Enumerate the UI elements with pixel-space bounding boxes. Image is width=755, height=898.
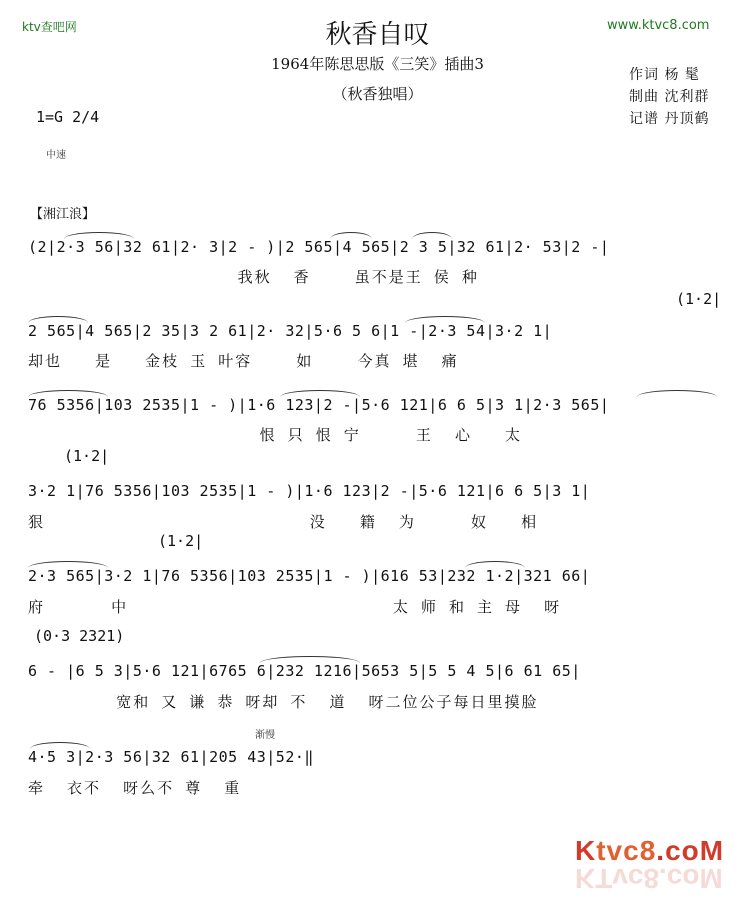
slur-arc [28,390,108,397]
credit-transcriber: 记谱 丹顶鹤 [629,111,710,127]
slur-arc [412,232,452,239]
tempo-change-mark: 渐慢 [255,730,275,741]
slur-arc [30,742,90,749]
notation-line-4: 3·2 1|76 5356|103 2535|1 - )|1·6 123|2 -|5·6 121|6 6 5|3 1| [28,482,591,500]
pedal-note-2: (1·2| [676,290,722,308]
lyric-line-5: 府 中 太 师 和 主 母 呀 [28,598,562,616]
notation-line-1: (2|2·3 56|32 61|2· 3|2 - )|2 565|4 565|2 3 5|32 61|2· 53|2 -| [28,238,610,256]
pedal-note-5: (1·2| [158,532,204,550]
song-subtitle: 1964年陈思思版《三笑》插曲3 [271,55,484,73]
song-title: 秋香自叹 [325,20,430,50]
slur-arc [64,232,134,239]
notation-line-3: 76 5356|103 2535|1 - )|1·6 123|2 -|5·6 121|6 6 5|3 1|2·3 565| [28,396,610,414]
slur-arc [28,316,88,323]
slur-arc [405,316,485,323]
slur-arc [280,390,360,397]
lyric-line-6: 宽和 又 谦 恭 呀却 不 道 呀二位公子每日里摸脸 [28,693,539,711]
notation-line-5: 2·3 565|3·2 1|76 5356|103 2535|1 - )|616 53|232 1·2|321 66| [28,567,591,585]
singer-note: （秋香独唱） [332,85,423,103]
notation-line-2: 2 565|4 565|2 35|3 2 61|2· 32|5·6 5 6|1 -|2·3 54|3·2 1| [28,322,553,340]
slur-arc [637,390,717,397]
pedal-note-6: (0·3 2321) [34,627,125,645]
lyric-line-1: 我秋 香 虽不是王 侯 种 [28,268,479,286]
ktvc8-logo: Ktvc8.coM [575,835,725,866]
slur-arc [260,656,360,663]
pedal-note-4: (1·2| [64,447,110,465]
lyric-line-7: 牵 衣不 呀么不 尊 重 [28,779,242,797]
notation-line-7: 4·5 3|2·3 56|32 61|205 43|52·‖ [28,748,314,766]
lyric-line-4: 狠 没 籍 为 奴 相 [28,513,539,531]
tempo-marking: 中速 [46,150,66,161]
logo-reflection: KTvc8.coM [575,863,723,894]
credit-lyricist: 作词 杨 髦 [629,67,700,83]
site-name-left[interactable]: ktv查吧网 [22,20,77,34]
notation-line-6: 6 - |6 5 3|5·6 121|6765 6|232 1216|5653 5|5 5 4 5|6 61 65| [28,662,581,680]
slur-arc [330,232,372,239]
key-signature: 1=G 2/4 [36,108,100,126]
slur-arc [465,561,525,568]
lyric-line-3: 恨 只 恨 宁 王 心 太 [28,426,523,444]
credit-composer: 制曲 沈利群 [629,89,710,105]
site-url-right[interactable]: www.ktvc8.com [607,18,710,33]
tune-name: 【湘江浪】 [30,207,96,222]
slur-arc [28,561,108,568]
lyric-line-2: 却也 是 金枝 玉 叶容 如 今真 堪 痛 [28,352,459,370]
